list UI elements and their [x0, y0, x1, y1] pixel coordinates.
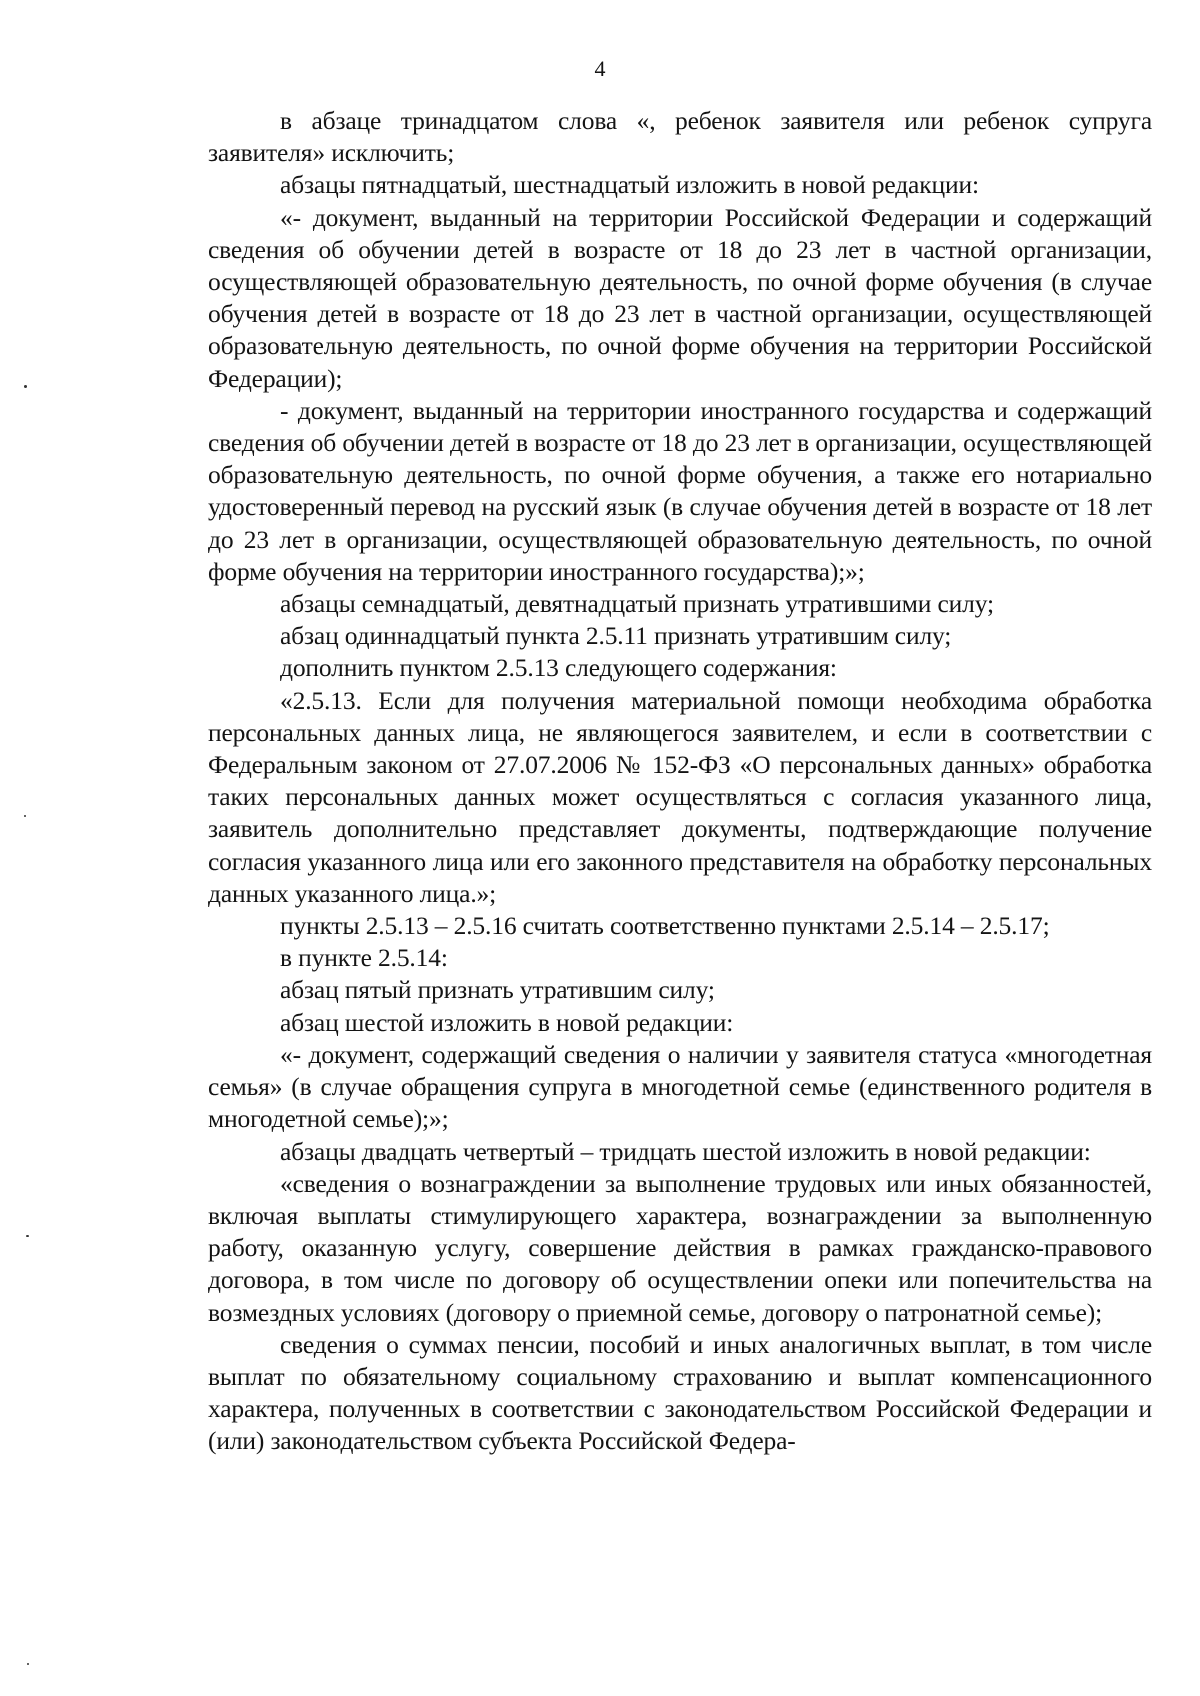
scan-speck [26, 1235, 29, 1237]
document-body [208, 105, 1152, 1458]
paragraph-2: абзацы пятнадцатый, шестнадцатый изложить в новой редакции: [280, 170, 979, 200]
paragraph-3: «- документ, выданный на территории Российской Федерации и содержащий сведения об обучении детей в возрасте от 18 до 23 лет в частной организации, осуществляющей образовательную деятельность, по очной форме обучения (в случае обучения детей в возрасте от 18 до 23 лет в частной организации, осуществляющей образовательную деятельность, по очной форме обучения на территории Российской Федерации); [208, 202, 1152, 393]
paragraph-9: пункты 2.5.13 – 2.5.16 считать соответственно пунктами 2.5.14 – 2.5.17; [280, 911, 1050, 941]
paragraph-1: в абзаце тринадцатом слова «, ребенок заявителя или ребенок супруга заявителя» исключить; [208, 106, 1152, 168]
paragraph-16: сведения о суммах пенсии, пособий и иных аналогичных выплат, в том числе выплат по обязательному социальному страхованию и выплат компенсационного характера, полученных в соответствии с законодательством Российской Федерации и (или) законодательством субъекта Российской Федера- [208, 1329, 1152, 1456]
paragraph-14: абзацы двадцать четвертый – тридцать шестой изложить в новой редакции: [280, 1136, 1091, 1166]
paragraph-11: абзац пятый признать утратившим силу; [280, 975, 715, 1005]
paragraph-10: в пункте 2.5.14: [280, 943, 448, 973]
scan-speck [27, 1663, 29, 1665]
paragraph-4: - документ, выданный на территории иностранного государства и содержащий сведения об обучении детей в возрасте от 18 до 23 лет в организации, осуществляющей образовательную деятельность, по очной форме обучения, а также его нотариально удостоверенный перевод на русский язык (в случае обучения детей в возрасте от 18 лет до 23 лет в организации, осуществляющей образовательную деятельность, по очной форме обучения на территории иностранного государства);»; [208, 395, 1152, 586]
paragraph-6: абзац одиннадцатый пункта 2.5.11 признать утратившим силу; [280, 621, 952, 651]
scan-speck [24, 815, 26, 817]
paragraph-15: «сведения о вознаграждении за выполнение трудовых или иных обязанностей, включая выплаты стимулирующего характера, вознаграждении за выполненную работу, оказанную услугу, совершение действия в рамках гражданско-правового договора, в том числе по договору об осуществлении опеки или попечительства на возмездных условиях (договору о приемной семье, договору о патронатной семье); [208, 1168, 1152, 1327]
paragraph-8: «2.5.13. Если для получения материальной помощи необходима обработка персональных данных лица, не являющегося заявителем, и если в соответствии с Федеральным законом от 27.07.2006 № 152-ФЗ «О персональных данных» обработка таких персональных данных может осуществляться с согласия указанного лица, заявитель дополнительно представляет документы, подтверждающие получение согласия указанного лица или его законного представителя на обработку персональных данных указанного лица.»; [208, 685, 1152, 908]
paragraph-13: «- документ, содержащий сведения о наличии у заявителя статуса «многодетная семья» (в случае обращения супруга в многодетной семье (единственного родителя в многодетной семье);»; [208, 1039, 1152, 1134]
scan-speck [24, 385, 27, 388]
page-number: 4 [594, 56, 606, 81]
paragraph-5: абзацы семнадцатый, девятнадцатый признать утратившими силу; [280, 589, 994, 619]
paragraph-12: абзац шестой изложить в новой редакции: [280, 1007, 734, 1037]
paragraph-7: дополнить пунктом 2.5.13 следующего содержания: [280, 653, 837, 683]
